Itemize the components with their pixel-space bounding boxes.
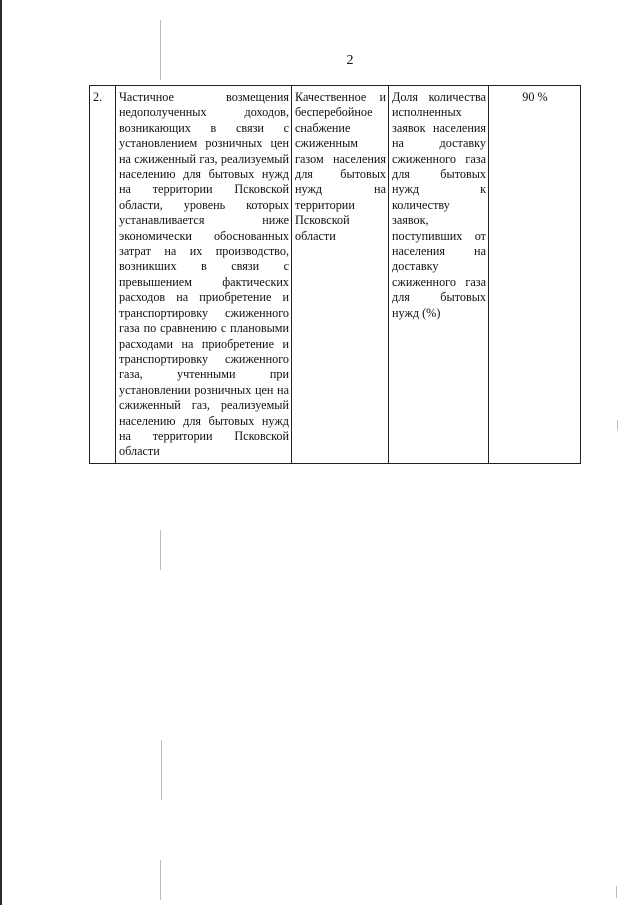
result-cell	[292, 86, 389, 464]
scan-artifact	[160, 860, 161, 900]
target-indicator: Доля количества исполненных заявок населения на доставку сжиженного газа для бытовых нужд к количеству заявок, поступивших от населения на доставку сжиженного газа для бытовых нужд (%)	[392, 90, 486, 320]
scan-artifact	[617, 420, 618, 430]
value-cell	[489, 86, 581, 464]
page-number: 2	[346, 53, 354, 68]
row-number: 2.	[93, 90, 103, 104]
expected-result: Качественное и бесперебойное снабжение сжиженным газом населения для бытовых нужд на территории Псковской области	[295, 90, 386, 243]
scan-artifact	[616, 886, 617, 898]
indicator-value: 90 %	[522, 90, 548, 104]
scan-artifact	[160, 530, 161, 570]
program-table	[89, 85, 581, 464]
table-row	[90, 86, 581, 464]
event-cell	[116, 86, 292, 464]
scan-artifact	[161, 740, 162, 800]
scan-artifact	[160, 20, 161, 80]
row-number-cell	[90, 86, 116, 464]
scan-left-edge	[0, 0, 2, 905]
event-description: Частичное возмещения недополученных доходов, возникающих в связи с установлением розничных цен на сжиженный газ, реализуемый населению для бытовых нужд на территории Псковской области, уровень которых устанавливается ниже экономически обоснованных затрат на их производство, возникших в связи с превышением фактических расходов на приобретение и транспортировку сжиженного газа по сравнению с плановыми расходами на приобретение и транспортировку сжиженного газа, учтенными при установлении розничных цен на сжиженный газ, реализуемый населению для бытовых нужд на территории Псковской области	[119, 90, 289, 459]
indicator-cell	[389, 86, 489, 464]
